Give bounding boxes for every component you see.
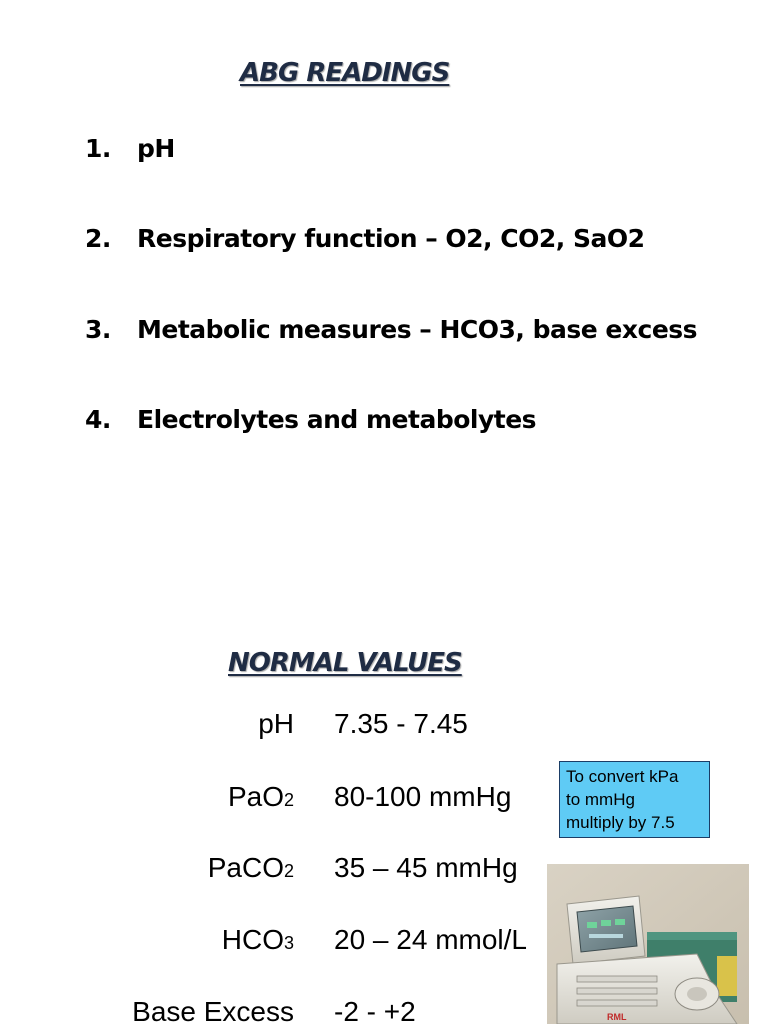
value-label-hco3 bbox=[222, 924, 294, 956]
label-text: PaCO bbox=[207, 852, 284, 883]
list-text: Electrolytes and metabolytes bbox=[137, 405, 537, 434]
blood-gas-analyzer-photo bbox=[547, 864, 749, 1024]
list-text: pH bbox=[137, 134, 175, 163]
list-text: Respiratory function – O2, CO2, SaO2 bbox=[137, 224, 645, 253]
label-text: HCO bbox=[221, 924, 284, 955]
value-label-ph bbox=[258, 708, 294, 740]
analyzer-illustration bbox=[547, 864, 749, 1024]
label-subscript: 2 bbox=[283, 861, 294, 881]
normal-values-heading: NORMAL VALUES bbox=[228, 648, 462, 678]
label-subscript: 2 bbox=[283, 790, 294, 810]
value-paco2: 35 – 45 mmHg bbox=[334, 852, 518, 883]
list-text: Metabolic measures – HCO3, base excess bbox=[137, 315, 698, 344]
list-item bbox=[85, 405, 536, 434]
list-item bbox=[85, 134, 175, 163]
brand-label: RML bbox=[607, 1012, 627, 1022]
list-number: 1. bbox=[85, 134, 111, 163]
value-ph: 7.35 - 7.45 bbox=[334, 708, 468, 739]
value-label-paco2 bbox=[208, 852, 294, 884]
label-text: PaO bbox=[227, 781, 284, 812]
value-label-base-excess bbox=[132, 996, 294, 1024]
abg-readings-heading: ABG READINGS bbox=[240, 58, 450, 88]
callout-line: multiply by 7.5 bbox=[566, 813, 675, 832]
callout-line: To convert kPa bbox=[566, 767, 679, 786]
callout-line: to mmHg bbox=[566, 790, 635, 809]
list-item bbox=[85, 315, 697, 344]
value-pao2: 80-100 mmHg bbox=[334, 781, 512, 812]
value-label-pao2 bbox=[228, 781, 294, 813]
label-text: pH bbox=[258, 708, 294, 739]
label-subscript: 3 bbox=[283, 933, 294, 953]
list-number: 2. bbox=[85, 224, 111, 253]
value-base-excess: -2 - +2 bbox=[334, 996, 416, 1024]
conversion-callout bbox=[559, 761, 710, 838]
label-text: Base Excess bbox=[132, 996, 294, 1024]
list-number: 4. bbox=[85, 405, 111, 434]
value-hco3: 20 – 24 mmol/L bbox=[334, 924, 527, 955]
list-item bbox=[85, 224, 644, 253]
list-number: 3. bbox=[85, 315, 111, 344]
